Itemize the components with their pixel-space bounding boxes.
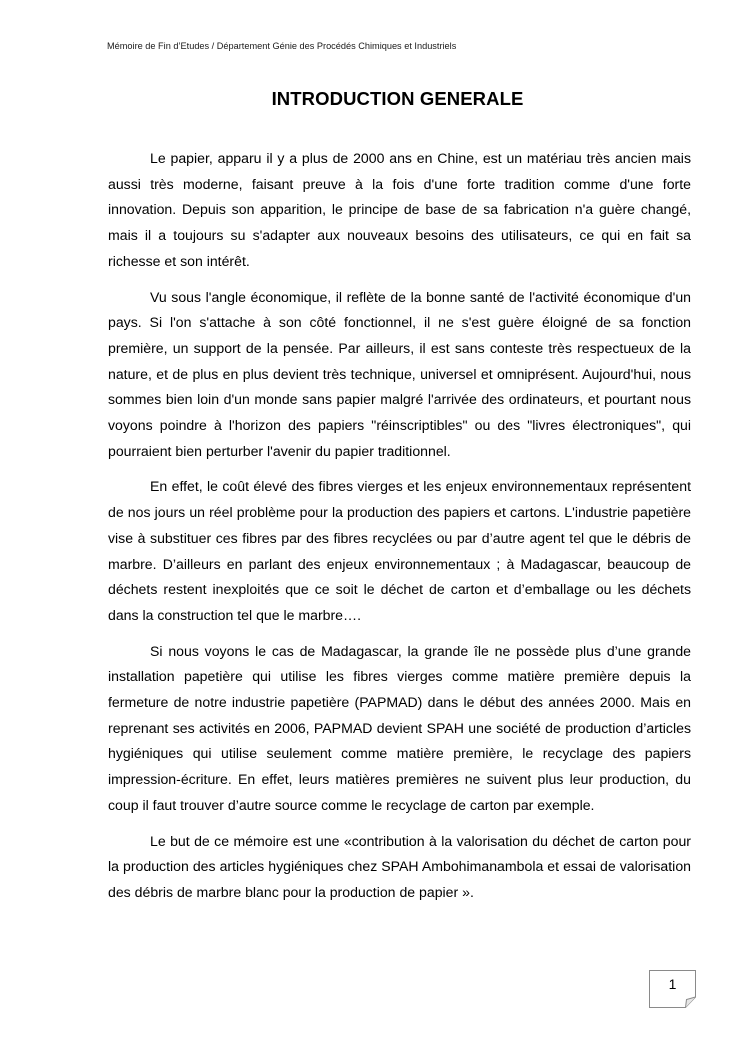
running-header: Mémoire de Fin d’Etudes / Département Génie des Procédés Chimiques et Industriels [107,41,457,51]
page-number: 1 [668,976,677,992]
document-title: INTRODUCTION GENERALE [271,88,524,109]
page-number-box [649,970,696,1007]
paragraph: Le but de ce mémoire est une «contribution à la valorisation du déchet de carton pour la production des articles hygiéniques chez SPAH Ambohimanambola et essai de valorisation des débris de marbre blanc pour la production de papier ». [108,832,691,900]
paragraph: Si nous voyons le cas de Madagascar, la grande île ne possède plus d’une grande installation papetière qui utilise les fibres vierges comme matière première depuis la fermeture de notre industrie papetière (PAPMAD) dans le début des années 2000. Mais en reprenant ses activités en 2006, PAPMAD devient SPAH une société de production d’articles hygiéniques qui utilise seulement comme matière première, le recyclage des papiers impression-écriture. En effet, leurs matières premières ne suivent plus leur production, du coup il faut trouver d’autre source comme le recyclage de carton par exemple. [108,642,691,813]
document-body [108,146,691,916]
paragraph: Vu sous l'angle économique, il reflète de la bonne santé de l'activité économique d'un pays. Si l'on s'attache à son côté fonctionnel, il ne s'est guère éloigné de sa fonction première, un support de la pensée. Par ailleurs, il est sans conteste très respectueux de la nature, et de plus en plus devient très technique, universel et omniprésent. Aujourd'hui, nous sommes bien loin d'un monde sans papier malgré l'arrivée des ordinateurs, et pourtant nous voyons poindre à l'horizon des papiers "réinscriptibles" ou des "livres électroniques", qui pourraient bien perturber l'avenir du papier traditionnel. [108,288,691,459]
paragraph: Le papier, apparu il y a plus de 2000 ans en Chine, est un matériau très ancien mais aussi très moderne, faisant preuve à la fois d'une forte tradition comme d'une forte innovation. Depuis son apparition, le principe de base de sa fabrication n'a guère changé, mais il a toujours su s'adapter aux nouveaux besoins des utilisateurs, ce qui en fait sa richesse et son intérêt. [108,150,691,269]
paragraph: En effet, le coût élevé des fibres vierges et les enjeux environnementaux représentent de nos jours un réel problème pour la production des papiers et cartons. L'industrie papetière vise à substituer ces fibres par des fibres recyclées ou par d’autre agent tel que le débris de marbre. D’ailleurs en parlant des enjeux environnementaux ; à Madagascar, beaucoup de déchets restent inexploités que ce soit le déchet de carton et d’emballage ou les déchets dans la construction tel que le marbre…. [108,478,691,623]
